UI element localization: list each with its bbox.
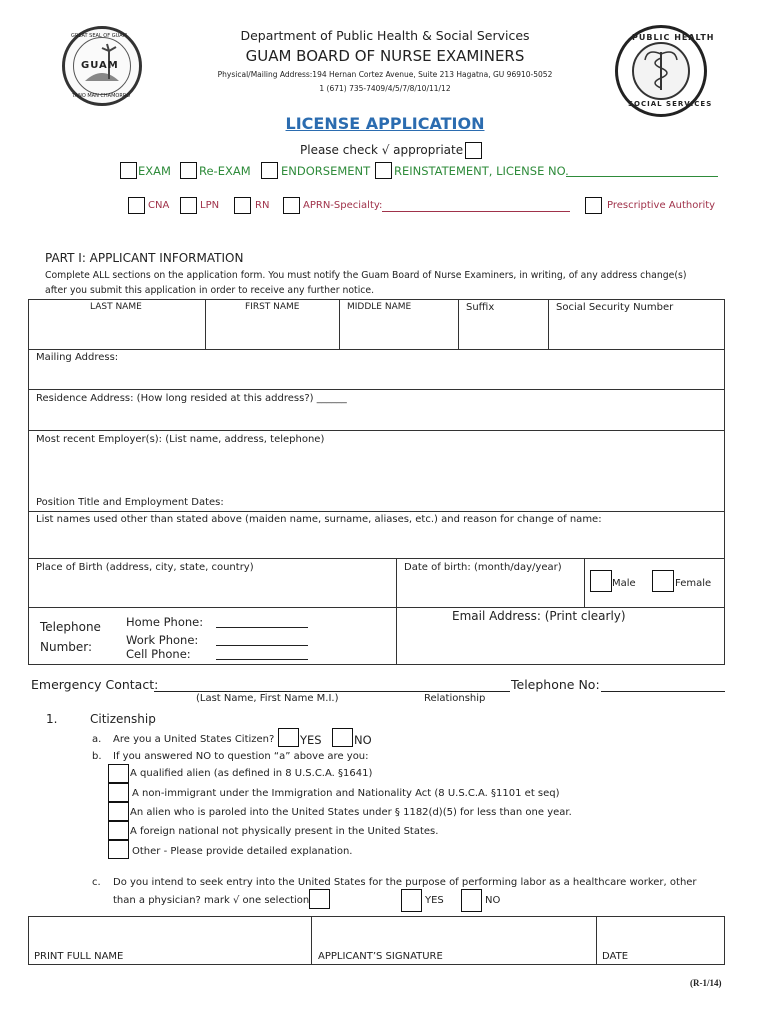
foreign-national-label: A foreign national not physically present in the United States. — [130, 826, 439, 837]
exam-checkbox[interactable] — [120, 162, 137, 179]
endorsement-label: ENDORSEMENT — [281, 164, 371, 178]
employer-label: Most recent Employer(s): (List name, address, telephone) — [36, 434, 325, 445]
other-checkbox[interactable] — [108, 840, 129, 859]
rn-label: RN — [255, 200, 270, 211]
mailing-address-field[interactable] — [28, 349, 725, 390]
work-phone-field[interactable] — [216, 645, 308, 646]
print-full-name-label: PRINT FULL NAME — [34, 951, 124, 962]
reexam-label: Re-EXAM — [199, 164, 251, 178]
endorsement-checkbox[interactable] — [261, 162, 278, 179]
telephone-number-label: Number: — [40, 640, 93, 654]
question-c-label: c. — [92, 877, 101, 888]
home-phone-field[interactable] — [216, 627, 308, 628]
other-label: Other - Please provide detailed explanation. — [132, 846, 353, 857]
cell-phone-label: Cell Phone: — [126, 647, 191, 661]
citizen-no-label: NO — [354, 733, 372, 747]
prescriptive-authority-label: Prescriptive Authority — [607, 200, 716, 211]
emergency-relationship-sublabel: Relationship — [424, 693, 486, 704]
prescriptive-authority-checkbox[interactable] — [585, 197, 602, 214]
reexam-checkbox[interactable] — [180, 162, 197, 179]
department-name: Department of Public Health & Social Services — [240, 28, 530, 43]
form-code: (R-1/14) — [690, 978, 722, 988]
home-phone-label: Home Phone: — [126, 615, 204, 629]
cna-checkbox[interactable] — [128, 197, 145, 214]
email-label: Email Address: (Print clearly) — [452, 609, 626, 623]
citizen-no-checkbox[interactable] — [332, 728, 353, 747]
citizenship-title: Citizenship — [90, 712, 156, 726]
seal-bottom-text: TANO MAN CHAMORRO — [72, 93, 131, 99]
qualified-alien-label: A qualified alien (as defined in 8 U.S.C.A. §1641) — [130, 768, 373, 779]
residence-address-label: Residence Address: (How long resided at this address?) ______ — [36, 393, 347, 404]
aprn-specialty-field[interactable] — [382, 211, 570, 212]
first-name-label: FIRST NAME — [245, 302, 300, 312]
emergency-contact-field[interactable] — [154, 691, 510, 692]
male-label: Male — [612, 578, 636, 589]
question-b-text: If you answered NO to question “a” above are you: — [113, 751, 369, 762]
citizen-yes-label: YES — [300, 733, 322, 747]
emergency-contact-label: Emergency Contact: — [31, 677, 159, 692]
middle-name-label: MIDDLE NAME — [347, 302, 412, 312]
date-of-birth-label: Date of birth: (month/day/year) — [404, 562, 562, 573]
question-b-label: b. — [92, 751, 102, 762]
form-title: LICENSE APPLICATION — [285, 114, 485, 133]
rn-checkbox[interactable] — [234, 197, 251, 214]
exam-label: EXAM — [138, 164, 171, 178]
check-instruction: Please check √ appropriate — [300, 143, 464, 157]
healthcare-no-checkbox[interactable] — [461, 889, 482, 912]
license-number-field[interactable] — [566, 176, 718, 177]
seal-top-text: GREAT SEAL OF GUAM — [71, 33, 127, 39]
other-names-label: List names used other than stated above (maiden name, surname, aliases, etc.) and reason for change of name: — [36, 514, 602, 525]
non-immigrant-label: A non-immigrant under the Immigration and Nationality Act (8 U.S.C.A. §1101 et seq) — [132, 788, 560, 799]
board-phone: 1 (671) 735-7409/4/5/7/8/10/11/12 — [319, 84, 451, 93]
foreign-national-checkbox[interactable] — [108, 821, 129, 840]
lpn-label: LPN — [200, 200, 220, 211]
part1-note-line1: Complete ALL sections on the application form. You must notify the Guam Board of Nurse Examiners, in writing, of any address change(s) — [45, 270, 687, 281]
instruction-checkbox[interactable] — [465, 142, 482, 159]
position-label: Position Title and Employment Dates: — [36, 497, 224, 508]
non-immigrant-checkbox[interactable] — [108, 783, 129, 802]
question-c-line1: Do you intend to seek entry into the United States for the purpose of performing labor as a healthcare worker, other — [113, 877, 697, 888]
question-a-text: Are you a United States Citizen? — [113, 734, 275, 745]
seal-center-text: GUAM — [81, 60, 119, 71]
selection-checkbox[interactable] — [309, 889, 330, 909]
female-checkbox[interactable] — [652, 570, 674, 592]
seal-bottom-text: SOCIAL SERVICES — [628, 100, 713, 108]
qualified-alien-checkbox[interactable] — [108, 764, 129, 783]
lpn-checkbox[interactable] — [180, 197, 197, 214]
question-a-label: a. — [92, 734, 102, 745]
applicant-signature-label: APPLICANT’S SIGNATURE — [318, 951, 443, 962]
question-c-line2: than a physician? mark √ one selection — [113, 895, 310, 906]
telephone-label: Telephone — [40, 620, 101, 634]
part1-title: PART I: APPLICANT INFORMATION — [45, 251, 244, 265]
emergency-telephone-label: Telephone No: — [511, 677, 600, 692]
last-name-label: LAST NAME — [90, 302, 142, 312]
female-label: Female — [675, 578, 712, 589]
cna-label: CNA — [148, 200, 170, 211]
citizen-yes-checkbox[interactable] — [278, 728, 299, 747]
aprn-checkbox[interactable] — [283, 197, 300, 214]
reinstatement-label: REINSTATEMENT, LICENSE NO. — [394, 164, 569, 178]
suffix-label: Suffix — [466, 302, 495, 313]
seal-top-text: PUBLIC HEALTH — [632, 33, 715, 42]
emergency-name-sublabel: (Last Name, First Name M.I.) — [196, 693, 339, 704]
reinstatement-checkbox[interactable] — [375, 162, 392, 179]
board-address: Physical/Mailing Address:194 Hernan Cortez Avenue, Suite 213 Hagatna, GU 96910-5052 — [217, 70, 553, 79]
ssn-label: Social Security Number — [556, 302, 674, 313]
mailing-address-label: Mailing Address: — [36, 352, 119, 363]
healthcare-yes-label: YES — [425, 895, 444, 906]
paroled-alien-checkbox[interactable] — [108, 802, 129, 821]
paroled-alien-label: An alien who is paroled into the United States under § 1182(d)(5) for less than one year. — [130, 807, 572, 818]
healthcare-yes-checkbox[interactable] — [401, 889, 422, 912]
cell-phone-field[interactable] — [216, 659, 308, 660]
healthcare-no-label: NO — [485, 895, 501, 906]
place-of-birth-label: Place of Birth (address, city, state, country) — [36, 562, 254, 573]
male-checkbox[interactable] — [590, 570, 612, 592]
part1-note-line2: after you submit this application in order to receive any further notice. — [45, 285, 375, 296]
citizenship-number: 1. — [46, 712, 58, 726]
aprn-label: APRN-Specialty: — [303, 200, 383, 211]
board-name: GUAM BOARD OF NURSE EXAMINERS — [245, 47, 525, 65]
telephone-area — [28, 607, 397, 665]
date-label: DATE — [602, 951, 629, 962]
emergency-telephone-field[interactable] — [601, 691, 725, 692]
work-phone-label: Work Phone: — [126, 633, 199, 647]
